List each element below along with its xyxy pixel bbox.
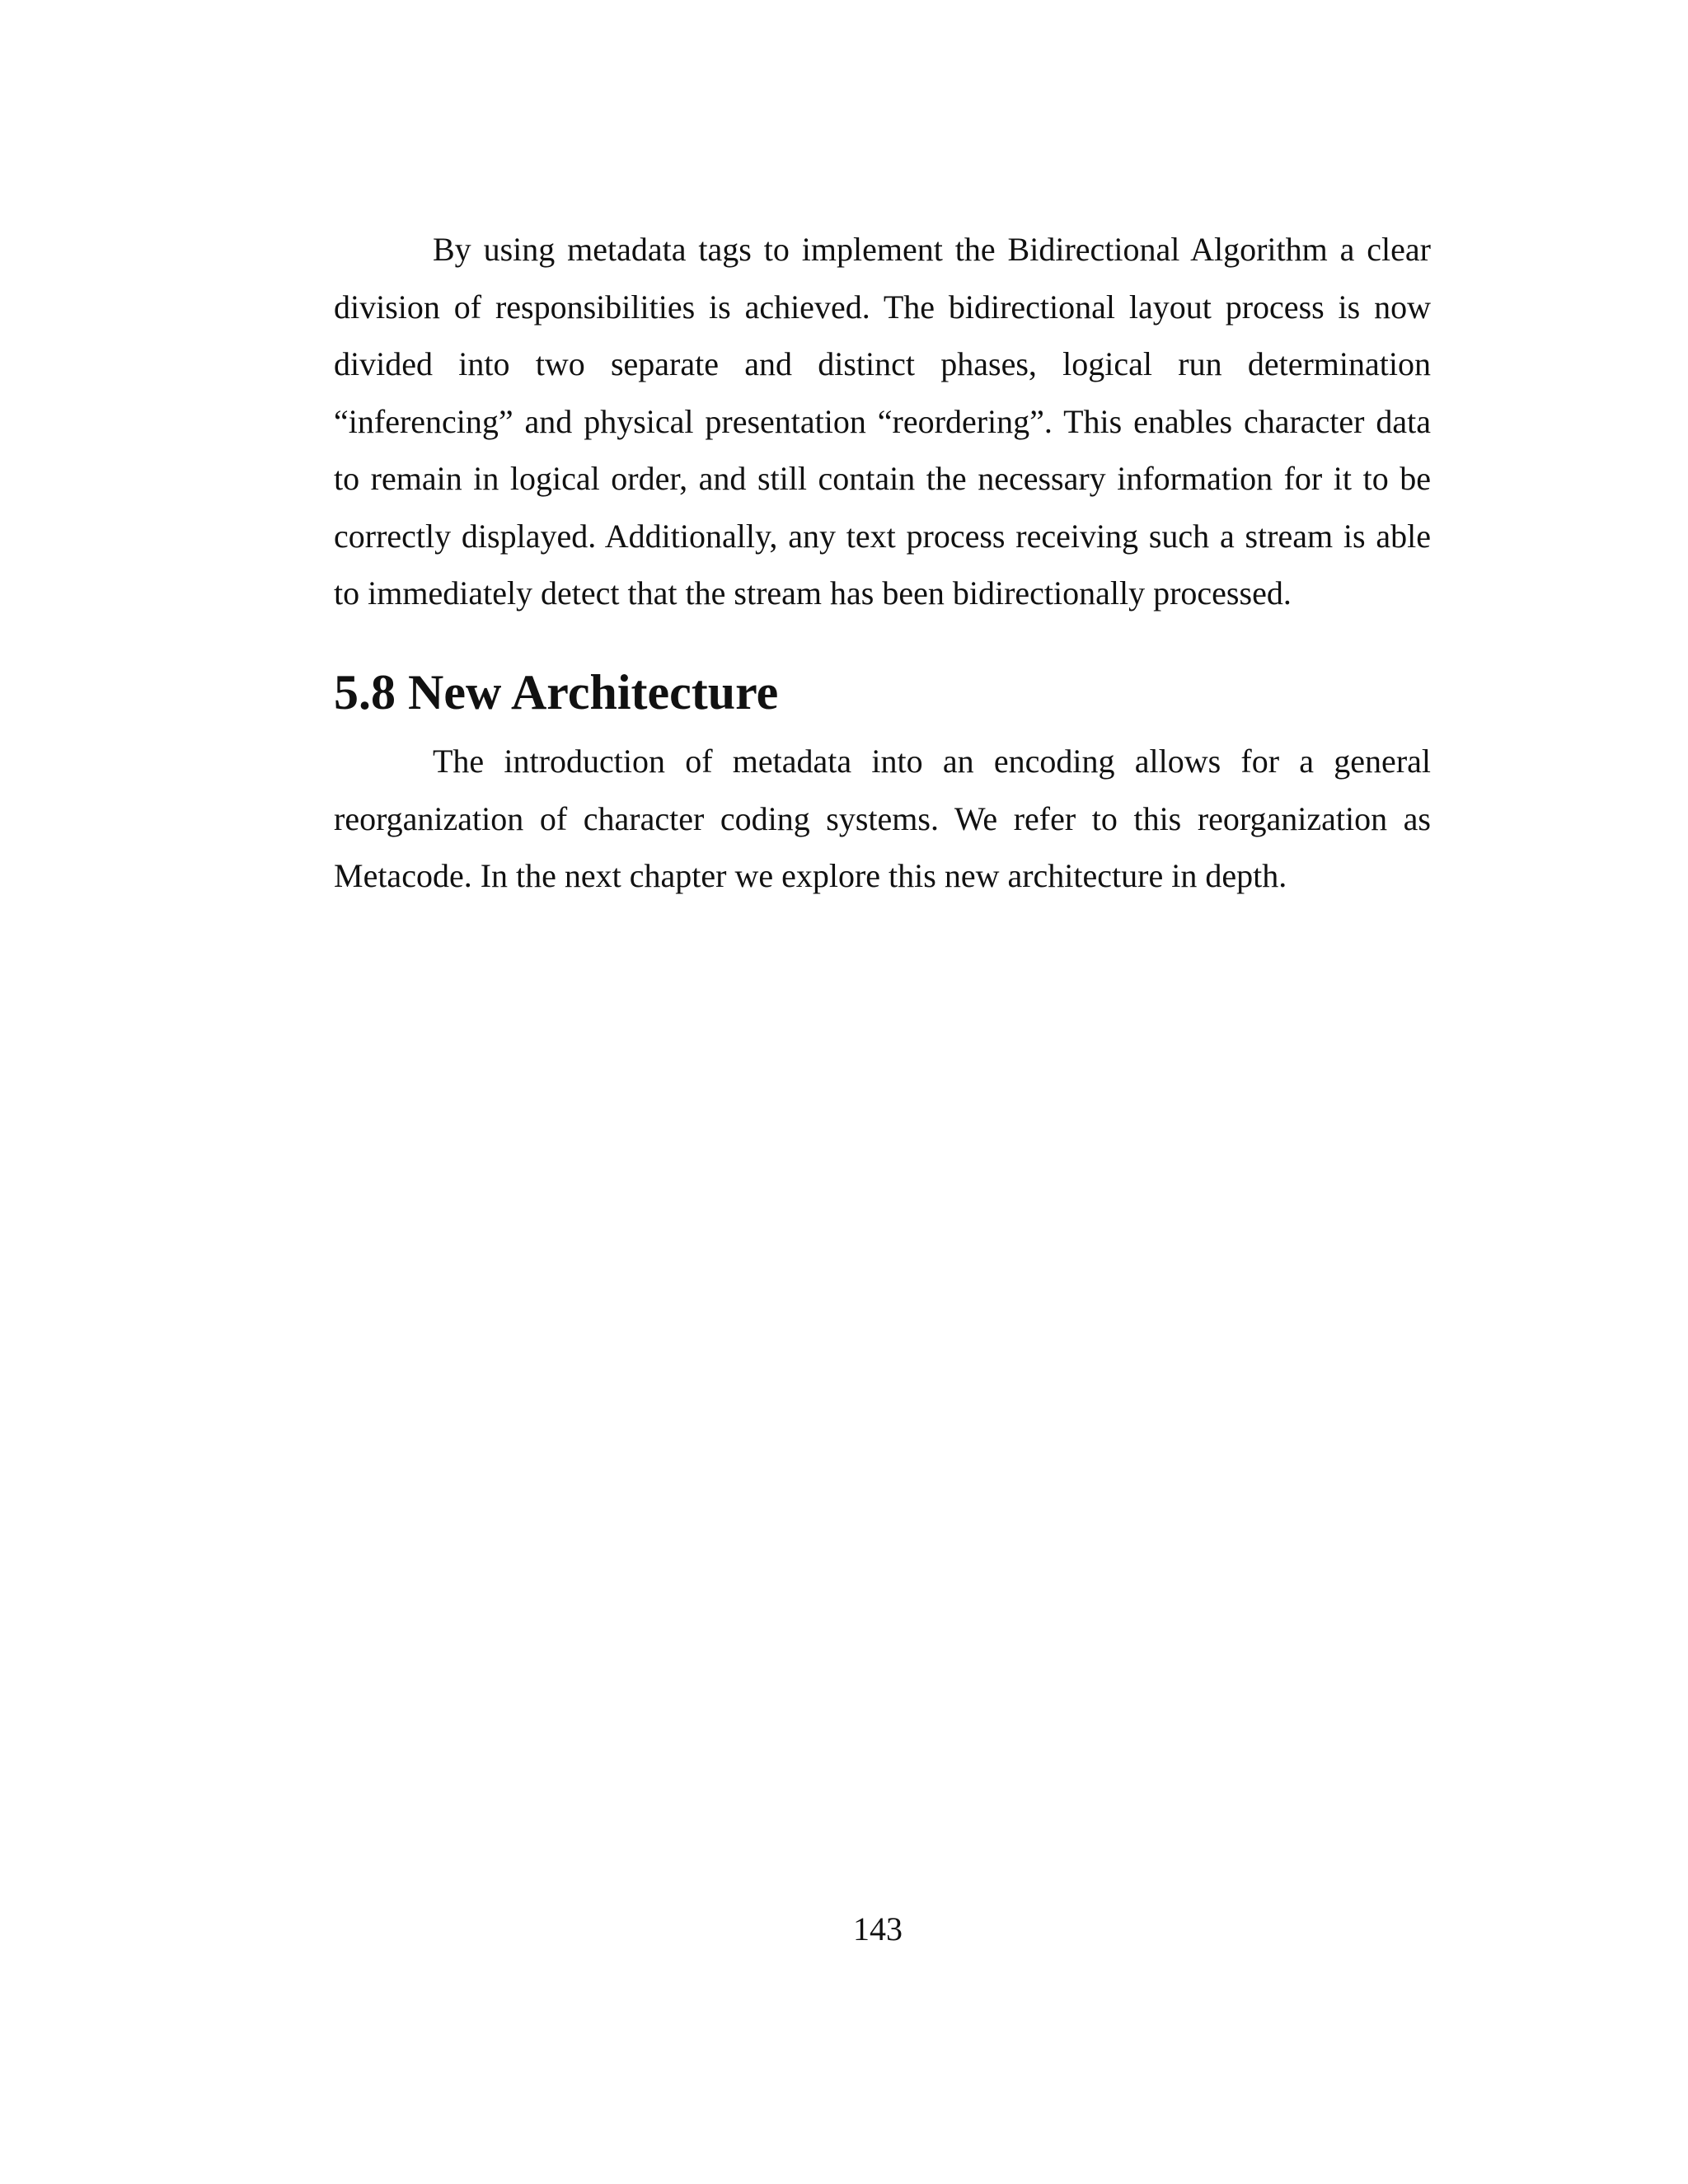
body-text-block (334, 733, 1431, 905)
paragraph: The introduction of metadata into an encoding allows for a general reorganization of character coding systems. We refer to this reorganization as Metacode. In the next chapter we explore this new architecture in depth. (334, 743, 1431, 894)
paragraph: By using metadata tags to implement the Bidirectional Algorithm a clear division of responsibilities is achieved. The bidirectional layout process is now divided into two separate and distinct phases, logical run determination “inferencing” and physical presentation “reordering”. This enables character data to remain in logical order, and still contain the necessary information for it to be correctly displayed. Additionally, any text process receiving such a stream is able to immediately detect that the stream has been bidirectionally processed. (334, 231, 1431, 612)
body-text-block (334, 221, 1431, 622)
section-heading: 5.8 New Architecture (334, 665, 779, 719)
page-number: 143 (853, 1910, 903, 1947)
